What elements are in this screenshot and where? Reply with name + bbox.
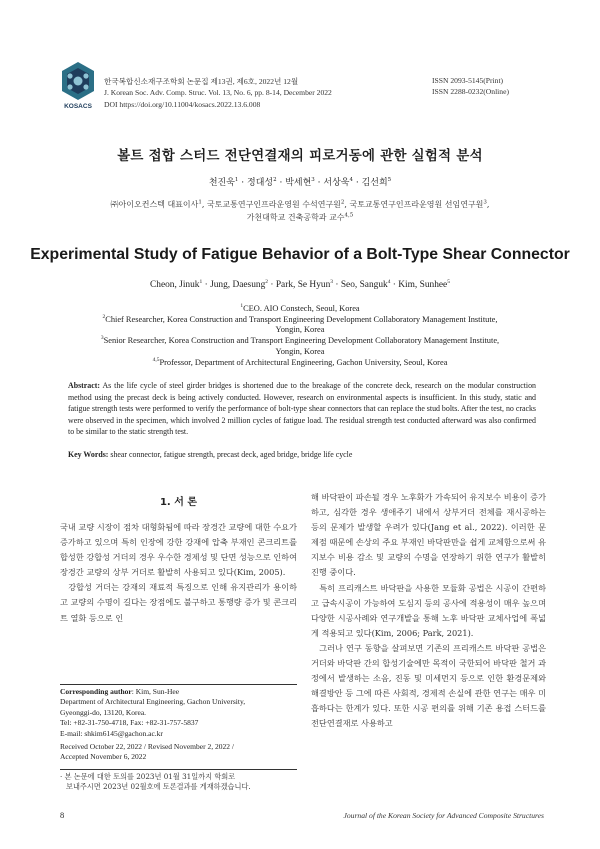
kosacs-logo xyxy=(58,58,98,114)
affil-sup: 1 xyxy=(240,303,244,310)
journal-name-ko: 한국복합신소재구조학회 논문집 제13권, 제6호, 2022년 12월 xyxy=(104,77,299,86)
affiliation-en-3b: Yongin, Korea xyxy=(275,347,325,356)
journal-name-en: J. Korean Soc. Adv. Comp. Struc. Vol. 13, No. 6, pp. 8-14, December 2022 xyxy=(104,88,332,97)
issn-print: ISSN 2093-5145(Print) xyxy=(432,76,504,85)
author-sup: 1 xyxy=(199,278,203,285)
affil-text: 가천대학교 건축공학과 교수 xyxy=(246,213,345,222)
affil-text: Professor, Department of Architectural Engineering, Gachon University, Seoul, Korea xyxy=(159,358,448,367)
paper-title-ko: 볼트 접합 스터드 전단연결재의 피로거동에 관한 실험적 분석 xyxy=(117,149,483,164)
affil-sup: 4,5 xyxy=(344,212,354,219)
accepted-line: Accepted November 6, 2022 xyxy=(60,752,147,762)
doi[interactable]: DOI https://doi.org/10.11004/kosacs.2022.13.6.008 xyxy=(104,100,261,109)
affil-text: , 국토교통연구인프라운영원 수석연구원 xyxy=(201,200,341,209)
affiliations-ko-line1 xyxy=(0,199,600,210)
corr-address: Gyeonggi-do, 13120, Korea. xyxy=(60,707,147,717)
corr-name: : Kim, Sun-Hee xyxy=(131,687,180,696)
author-ko: 천진욱 xyxy=(208,178,235,188)
affil-sup: 2 xyxy=(102,314,106,321)
affil-sup: 2 xyxy=(340,199,345,206)
logo-text: KOSACS xyxy=(64,103,92,110)
author-separator: · xyxy=(390,280,399,290)
journal-footer: Journal of the Korean Society for Advanced Composite Structures xyxy=(343,811,544,820)
author-sup: 1 xyxy=(234,177,239,183)
affil-sup: 1 xyxy=(198,199,202,206)
note-line: 보내주시면 2023년 02월호에 토론결과를 게재하겠습니다. xyxy=(66,782,251,791)
author-sup: 4 xyxy=(349,177,353,183)
author-sup: 3 xyxy=(311,177,315,183)
keywords-text: shear connector, fatigue strength, precast deck, aged bridge, bridge life cycle xyxy=(108,450,353,459)
issn-online: ISSN 2288-0232(Online) xyxy=(432,87,509,96)
affil-sup: 3 xyxy=(100,335,104,342)
author-sup: 2 xyxy=(273,177,277,183)
author-en: Kim, Sunhee xyxy=(398,280,448,290)
author-separator: · xyxy=(352,178,362,188)
paragraph: 그러나 연구 동향을 살펴보면 기존의 프리캐스트 바닥판 공법은 거더와 바닥판 간의 합성기술에만 목적이 국한되어 바닥판 철거 과정에서 발생하는 소음, 진동 및 미세먼지 등으로 인한 환경문제와 해결방안 등 그에 따른 사회적, 경제적 손실에 관한 연구는 매우 미흡하다는 한계가 있다. 또한 시공 편의를 위해 기존 용접 스터드를 전단연결재로 사용하고 xyxy=(311,642,546,729)
affil-text: , 국토교통연구인프라운영원 선임연구원 xyxy=(344,200,484,209)
affil-text: Chief Researcher, Korea Construction and Transport Engineering Development Collaboratory Management Institute, xyxy=(105,315,498,324)
affiliations-ko-line2 xyxy=(0,212,600,223)
received-line: Received October 22, 2022 / Revised November 2, 2022 / xyxy=(60,742,234,751)
abstract-label: Abstract: xyxy=(68,381,100,390)
author-sup: 4 xyxy=(387,278,391,285)
affiliation-en-4 xyxy=(0,358,600,367)
abstract-text: As the life cycle of steel girder bridges is shortened due to the breakage of the concrete deck, research on the modular construction method using the precast deck is being actively conducted. However, research on environmental aspects is insufficient. In this study, static and fatigue strength tests were performed to verify the performance of bolt-type shear connectors that can replace the stud bolts. After the test, no cracks were observed in the specimen, which involved 2 million cycles of fatigue load. The residual strength test conducted afterward was also confirmed to be similar to the static strength test. xyxy=(68,381,536,436)
author-separator: · xyxy=(202,280,211,290)
paragraph: 해 바닥판이 파손될 경우 노후화가 가속되어 유지보수 비용이 증가하고, 심각한 경우 생애주기 내에서 상부거더 전체를 재시공하는 등의 문제가 발생할 우려가 있다(Jang et al., 2022). 이러한 문제점 때문에 손상의 주요 부재인 바닥판만을 쉽게 교체함으로써 유지보수 비용 감소 및 교량의 수명을 연장하기 위한 연구가 활발히 진행 중이다. xyxy=(311,492,546,578)
note-line: · 본 논문에 대한 토의를 2023년 01월 31일까지 학회로 xyxy=(60,772,236,781)
affil-text: , xyxy=(486,200,490,209)
author-ko: 박세현 xyxy=(285,178,312,188)
corresponding-author xyxy=(60,687,297,697)
page-number: 8 xyxy=(60,811,65,820)
keywords-label: Key Words: xyxy=(68,450,109,459)
affil-text: CEO. AIO Constech, Seoul, Korea xyxy=(243,304,360,313)
paragraph: 강합성 거더는 강재의 재료적 특징으로 인해 유지관리가 용이하고 교량의 수명이 길다는 장점에도 불구하고 통행량 증가 및 콘크리트 열화 등으로 인 xyxy=(60,582,297,623)
affiliation-en-1 xyxy=(0,304,600,313)
corr-phone: Tel: +82-31-750-4718, Fax: +82-31-757-5837 xyxy=(60,718,199,728)
author-separator: · xyxy=(268,280,276,290)
author-en: Park, Se Hyun xyxy=(275,280,331,290)
author-separator: · xyxy=(333,280,341,290)
author-sup: 2 xyxy=(265,278,269,285)
affil-sup: 4,5 xyxy=(152,357,160,364)
author-ko: 서상욱 xyxy=(323,178,350,188)
corr-department: Department of Architectural Engineering, Gachon University, xyxy=(60,697,246,707)
received-dates xyxy=(60,742,297,763)
affiliation-en-3 xyxy=(0,336,600,345)
paragraph: 국내 교량 시장이 점차 대형화됨에 따라 장경간 교량에 대한 수요가 증가하고 있으며 특히 인장에 강한 강재에 압축 부재인 콘크리트를 합성한 강합성 거더의 경우 우수한 경제성 및 단면 성능으로 인하여 장경간 교량의 상부 거더로 활발히 사용되고 있다(Kim, 2005). xyxy=(60,522,297,578)
author-en: Seo, Sanguk xyxy=(340,280,388,290)
note-rule xyxy=(60,769,297,770)
authors-ko xyxy=(0,175,600,188)
affil-text: Senior Researcher, Korea Construction and Transport Engineering Development Collaboratory Management Institute, xyxy=(103,336,500,345)
author-sup: 3 xyxy=(330,278,334,285)
corr-label: Corresponding author xyxy=(60,687,132,696)
author-en: Jung, Daesung xyxy=(210,280,266,290)
corr-email[interactable]: E-mail: shkim6145@gachon.ac.kr xyxy=(60,728,163,738)
author-sup: 5 xyxy=(387,177,392,183)
author-ko: 정대성 xyxy=(247,178,274,188)
author-ko: 김선희 xyxy=(361,178,388,188)
affil-sup: 3 xyxy=(483,199,487,206)
author-sup: 5 xyxy=(447,278,450,285)
affiliation-en-2b: Yongin, Korea xyxy=(275,325,325,334)
author-separator: · xyxy=(276,178,286,188)
affil-text: ㈜아이오컨스텍 대표이사 xyxy=(110,200,199,209)
paper-title-en: Experimental Study of Fatigue Behavior of a Bolt-Type Shear Connector xyxy=(30,246,570,263)
section-heading-intro: 1. 서 론 xyxy=(159,497,198,508)
paragraph: 특히 프리캐스트 바닥판을 사용한 모듈화 공법은 시공이 간편하고 급속시공이 가능하여 도심지 등의 공사에 적용성이 매우 높으며 다양한 시공사례와 연구개발을 통해 노후 바닥판 교체사업에 폭넓게 적용되고 있다(Kim, 2006; Park, 2021). xyxy=(311,582,546,638)
keywords xyxy=(68,450,536,459)
author-en: Cheon, Jinuk xyxy=(150,280,200,290)
author-separator: · xyxy=(314,178,324,188)
abstract xyxy=(68,380,536,438)
authors-en xyxy=(0,280,600,290)
discussion-note xyxy=(60,772,297,792)
left-column xyxy=(60,520,297,626)
correspondence-block xyxy=(60,687,297,739)
right-column xyxy=(311,490,546,732)
footnote-rule xyxy=(60,684,297,685)
author-separator: · xyxy=(238,178,248,188)
affiliation-en-2 xyxy=(0,315,600,324)
